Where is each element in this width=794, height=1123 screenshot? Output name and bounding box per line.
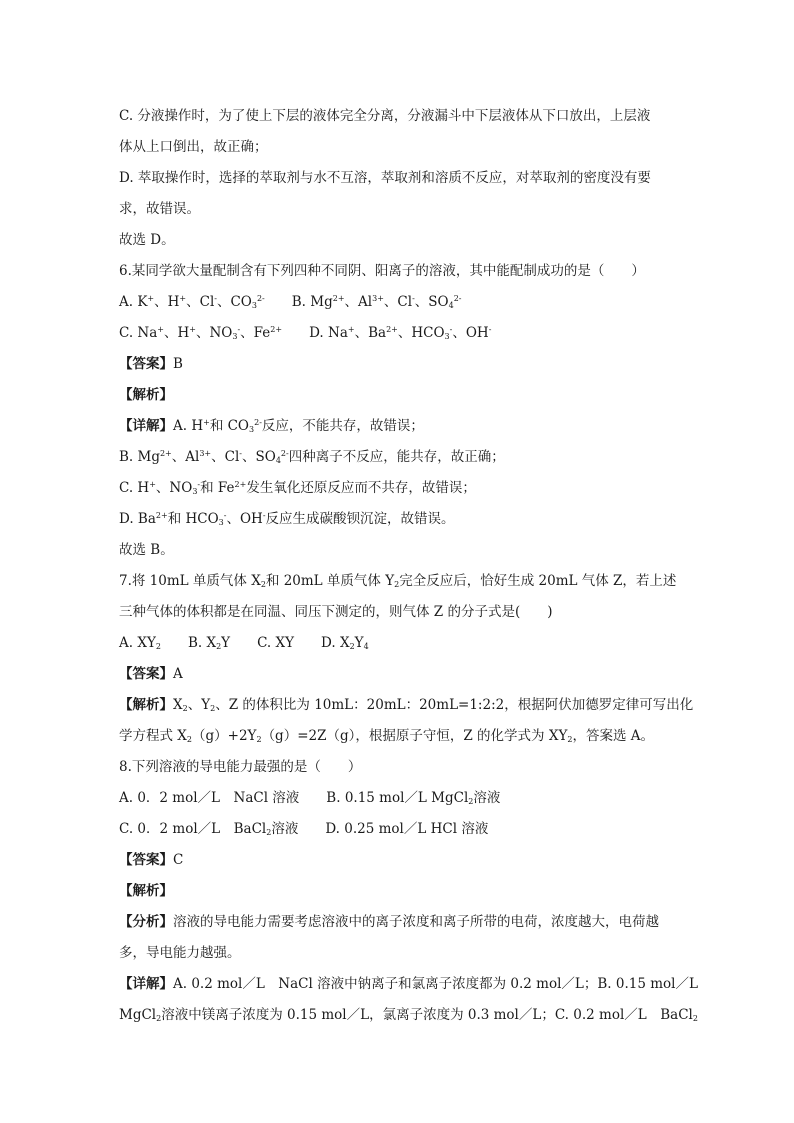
section-label: 【答案】 bbox=[119, 356, 173, 372]
text-segment: 和 Fe bbox=[200, 480, 235, 496]
subscript: 2 bbox=[156, 1014, 162, 1023]
text-line bbox=[119, 659, 679, 690]
subscript: 4 bbox=[363, 642, 369, 651]
text-segment: ，答案选 A。 bbox=[572, 728, 655, 744]
text-line bbox=[119, 411, 679, 442]
superscript: - bbox=[262, 511, 266, 520]
text-line bbox=[119, 504, 679, 535]
superscript: + bbox=[179, 294, 187, 303]
text-segment: 、OH bbox=[226, 511, 263, 527]
text-segment: （g）=2Z（g），根据原子守恒，Z 的化学式为 XY bbox=[261, 728, 568, 744]
subscript: 2 bbox=[567, 735, 573, 744]
superscript: + bbox=[347, 325, 355, 334]
text-line bbox=[119, 163, 679, 194]
text-segment: 、Cl bbox=[211, 449, 240, 465]
text-line bbox=[119, 969, 698, 1000]
text-line bbox=[119, 752, 679, 783]
text-line bbox=[119, 566, 679, 597]
superscript: - bbox=[223, 511, 227, 520]
text-line bbox=[119, 814, 679, 845]
text-segment: 、CO bbox=[216, 294, 252, 310]
superscript: + bbox=[157, 325, 164, 334]
text-segment: 、NO bbox=[195, 325, 233, 341]
superscript: 2+ bbox=[386, 325, 398, 334]
text-segment: MgCl bbox=[119, 1007, 157, 1023]
subscript: 3 bbox=[251, 301, 257, 310]
text-segment: A. 0．2 mol／L NaCl 溶液 B. 0.15 mol／L MgCl bbox=[119, 790, 469, 806]
text-segment: 、HCO bbox=[397, 325, 445, 341]
text-segment: C. H bbox=[119, 480, 150, 496]
text-line bbox=[119, 535, 679, 566]
text-segment: D. Ba bbox=[119, 511, 156, 527]
superscript: - bbox=[237, 325, 241, 334]
text-segment: B bbox=[173, 356, 183, 372]
text-segment: 、H bbox=[154, 294, 180, 310]
subscript: 2 bbox=[349, 642, 355, 651]
text-segment: 、OH bbox=[452, 325, 489, 341]
superscript: 3+ bbox=[372, 294, 384, 303]
subscript: 2 bbox=[394, 580, 400, 589]
superscript: 2+ bbox=[159, 449, 172, 458]
superscript: - bbox=[239, 449, 242, 458]
superscript: + bbox=[147, 294, 155, 303]
subscript: 4 bbox=[448, 301, 454, 310]
text-segment: 和 20mL 单质气体 Y bbox=[265, 573, 395, 589]
text-segment: 多，导电能力越强。 bbox=[119, 945, 241, 961]
text-segment: 7.将 10mL 单质气体 X bbox=[119, 573, 261, 589]
superscript: - bbox=[412, 294, 415, 303]
text-line bbox=[119, 597, 679, 628]
text-line bbox=[119, 938, 679, 969]
text-segment: 、Y bbox=[187, 697, 211, 713]
text-line bbox=[119, 628, 679, 659]
superscript: 2+ bbox=[270, 325, 283, 334]
text-segment: 发生氧化还原反应而不共存，故错误； bbox=[246, 480, 476, 496]
subscript: 2 bbox=[182, 704, 188, 713]
text-line bbox=[119, 1000, 698, 1031]
text-line bbox=[119, 132, 679, 163]
subscript: 2 bbox=[155, 642, 161, 651]
section-label: 【答案】 bbox=[119, 852, 173, 868]
text-segment: 三种气体的体积都是在同温、同压下测定的，则气体 Z 的分子式是( ) bbox=[119, 604, 553, 620]
text-line bbox=[119, 194, 679, 225]
text-segment: D. Na bbox=[282, 325, 348, 341]
text-segment: 溶液中镁离子浓度为 0.15 mol／L，氯离子浓度为 0.3 mol／L；C. 0.2 mol／L BaCl bbox=[161, 1007, 693, 1023]
text-segment: 、Z 的体积比为 10mL：20mL：20mL=1:2:2，根据阿伏加德罗定律可写出化 bbox=[215, 697, 694, 713]
subscript: 2 bbox=[210, 704, 216, 713]
superscript: 2- bbox=[256, 294, 265, 303]
text-segment: A. XY bbox=[119, 635, 156, 651]
superscript: 3+ bbox=[199, 449, 212, 458]
superscript: + bbox=[189, 325, 196, 334]
text-segment: 、Al bbox=[171, 449, 200, 465]
text-segment: C. 分液操作时，为了使上下层的液体完全分离，分液漏斗中下层液体从下口放出，上层液 bbox=[119, 108, 651, 124]
text-line bbox=[119, 907, 679, 938]
superscript: 2- bbox=[280, 449, 289, 458]
text-segment: 体从上口倒出，故正确； bbox=[119, 139, 268, 155]
subscript: 3 bbox=[249, 425, 255, 434]
text-line bbox=[119, 473, 679, 504]
superscript: - bbox=[488, 325, 492, 334]
text-segment: A. K bbox=[119, 294, 148, 310]
text-segment: 溶液 bbox=[473, 790, 501, 806]
subscript: 3 bbox=[232, 332, 238, 341]
text-segment: 、NO bbox=[155, 480, 193, 496]
text-segment: 故选 B。 bbox=[119, 542, 174, 558]
text-line bbox=[119, 318, 679, 349]
text-segment: 、Cl bbox=[186, 294, 215, 310]
text-segment: 四种离子不反应，能共存，故正确； bbox=[288, 449, 505, 465]
text-line bbox=[119, 876, 679, 907]
superscript: + bbox=[149, 480, 156, 489]
text-segment: 、Al bbox=[344, 294, 373, 310]
text-segment: 溶液 D. 0.25 mol／L HCl 溶液 bbox=[271, 821, 489, 837]
superscript: + bbox=[203, 418, 210, 427]
text-line bbox=[119, 442, 679, 473]
subscript: 2 bbox=[266, 828, 272, 837]
text-segment: 求，故错误。 bbox=[119, 201, 200, 217]
text-segment: B. X bbox=[160, 635, 217, 651]
subscript: 2 bbox=[468, 797, 474, 806]
text-segment: 反应，不能共存，故错误； bbox=[261, 418, 424, 434]
text-segment: Y bbox=[354, 635, 364, 651]
section-label: 【解析】 bbox=[119, 697, 173, 713]
text-segment: D. 萃取操作时，选择的萃取剂与水不互溶，萃取剂和溶质不反应，对萃取剂的密度没有要 bbox=[119, 170, 651, 186]
text-segment: A bbox=[173, 666, 183, 682]
subscript: 4 bbox=[275, 456, 281, 465]
text-segment: 6.某同学欲大量配制含有下列四种不同阴、阳离子的溶液，其中能配制成功的是（ ） bbox=[119, 263, 645, 279]
text-segment: 、Fe bbox=[240, 325, 271, 341]
text-segment: Y C. XY D. X bbox=[221, 635, 350, 651]
text-line bbox=[119, 287, 679, 318]
text-segment: 、SO bbox=[414, 294, 449, 310]
section-label: 【答案】 bbox=[119, 666, 173, 682]
text-segment: B. Mg bbox=[264, 294, 333, 310]
superscript: 2+ bbox=[234, 480, 247, 489]
superscript: 2- bbox=[254, 418, 262, 427]
text-line bbox=[119, 256, 679, 287]
text-line bbox=[119, 721, 679, 752]
text-segment: B. Mg bbox=[119, 449, 160, 465]
subscript: 2 bbox=[216, 642, 222, 651]
text-segment: 反应生成碳酸钡沉淀，故错误。 bbox=[265, 511, 455, 527]
superscript: 2+ bbox=[332, 294, 345, 303]
subscript: 2 bbox=[692, 1014, 698, 1023]
section-label: 【解析】 bbox=[119, 387, 173, 403]
text-segment: 故选 D。 bbox=[119, 232, 175, 248]
superscript: - bbox=[449, 325, 453, 334]
section-label: 【分析】 bbox=[119, 914, 173, 930]
text-segment: 8.下列溶液的导电能力最强的是（ ） bbox=[119, 759, 362, 775]
text-segment: 、SO bbox=[242, 449, 276, 465]
text-line bbox=[119, 101, 679, 132]
text-segment: X bbox=[173, 697, 183, 713]
text-line bbox=[119, 380, 679, 411]
text-segment: 、Cl bbox=[383, 294, 413, 310]
superscript: - bbox=[214, 294, 217, 303]
text-line bbox=[119, 225, 679, 256]
superscript: 2+ bbox=[155, 511, 168, 520]
text-segment: C. Na bbox=[119, 325, 158, 341]
text-segment: A. H bbox=[173, 418, 204, 434]
text-segment: A. 0.2 mol／L NaCl 溶液中钠离子和氯离子浓度都为 0.2 mol／L；B. 0.15 mol／L bbox=[173, 976, 698, 992]
text-segment: C bbox=[173, 852, 184, 868]
text-segment: （g）+2Y bbox=[192, 728, 257, 744]
document-body bbox=[119, 101, 698, 1031]
text-segment: 完全反应后，恰好生成 20mL 气体 Z，若上述 bbox=[399, 573, 677, 589]
section-label: 【详解】 bbox=[119, 418, 173, 434]
text-line bbox=[119, 845, 679, 876]
text-segment: 溶液的导电能力需要考虑溶液中的离子浓度和离子所带的电荷，浓度越大，电荷越 bbox=[173, 914, 659, 930]
section-label: 【详解】 bbox=[119, 976, 173, 992]
superscript: 2- bbox=[453, 294, 462, 303]
subscript: 2 bbox=[256, 735, 262, 744]
subscript: 3 bbox=[444, 332, 450, 341]
text-line bbox=[119, 349, 679, 380]
subscript: 3 bbox=[192, 487, 198, 496]
subscript: 2 bbox=[260, 580, 266, 589]
text-segment: C. 0．2 mol／L BaCl bbox=[119, 821, 267, 837]
text-line bbox=[119, 690, 694, 721]
text-segment: 、Ba bbox=[354, 325, 387, 341]
section-label: 【解析】 bbox=[119, 883, 173, 899]
text-line bbox=[119, 783, 679, 814]
superscript: - bbox=[197, 480, 201, 489]
text-segment: 学方程式 X bbox=[119, 728, 187, 744]
text-segment: 和 HCO bbox=[167, 511, 219, 527]
subscript: 3 bbox=[218, 518, 224, 527]
text-segment: 、H bbox=[164, 325, 190, 341]
text-segment: 和 CO bbox=[209, 418, 250, 434]
subscript: 2 bbox=[186, 735, 192, 744]
